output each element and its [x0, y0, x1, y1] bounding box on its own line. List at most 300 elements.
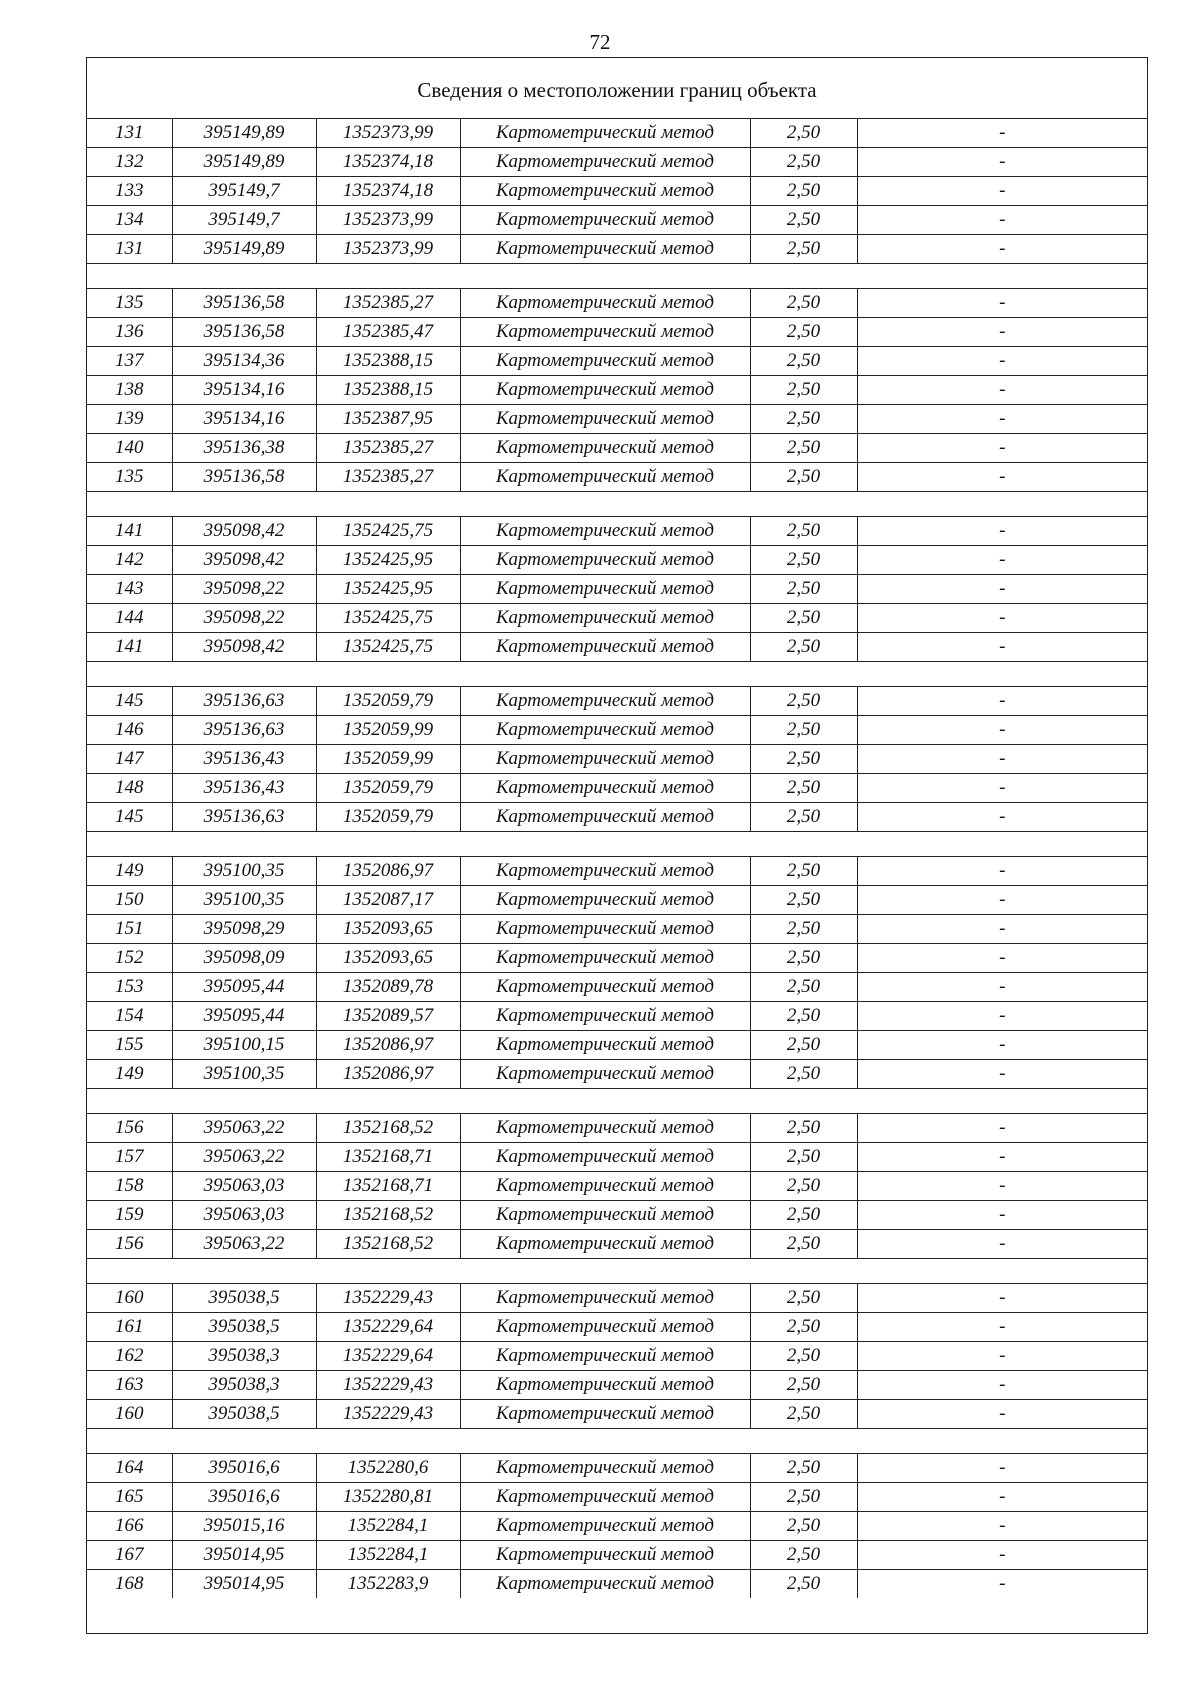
y-coordinate-cell: 1352425,95: [316, 575, 460, 604]
point-number-cell: 141: [87, 517, 172, 546]
description-cell: -: [857, 886, 1147, 915]
description-cell: -: [999, 1573, 1006, 1594]
method-cell: Картометрический метод: [460, 1454, 750, 1483]
description-cell: -: [857, 546, 1147, 575]
method-cell: Картометрический метод: [460, 1201, 750, 1230]
method-cell: Картометрический метод: [460, 857, 750, 886]
x-coordinate-cell: 395014,95: [172, 1541, 316, 1570]
accuracy-cell: 2,50: [750, 803, 857, 832]
accuracy-cell: 2,50: [750, 1031, 857, 1060]
table-row: [87, 1483, 1147, 1512]
x-coordinate-cell: 395149,7: [172, 177, 316, 206]
description-cell: -: [857, 119, 1147, 148]
table-row: [87, 687, 1147, 716]
x-coordinate-cell: 395136,43: [172, 745, 316, 774]
group-separator-cell: [87, 662, 1147, 687]
table-row: [87, 206, 1147, 235]
x-coordinate-cell: 395063,03: [172, 1172, 316, 1201]
accuracy-cell: 2,50: [750, 575, 857, 604]
description-cell: -: [857, 604, 1147, 633]
group-separator-row: [87, 1259, 1147, 1284]
description-cell: -: [857, 944, 1147, 973]
point-number-cell: 146: [87, 716, 172, 745]
method-cell: Картометрический метод: [460, 434, 750, 463]
point-number-cell: 156: [87, 1230, 172, 1259]
point-number-cell: 162: [87, 1342, 172, 1371]
table-row: [87, 177, 1147, 206]
accuracy-cell: 2,50: [750, 1172, 857, 1201]
table-row: [87, 633, 1147, 662]
point-number-cell: 152: [87, 944, 172, 973]
x-coordinate-cell: 395100,15: [172, 1031, 316, 1060]
point-number-cell: 139: [87, 405, 172, 434]
y-coordinate-cell: 1352385,27: [316, 289, 460, 318]
y-coordinate-cell: 1352280,81: [316, 1483, 460, 1512]
description-cell: -: [857, 434, 1147, 463]
table-row: [87, 915, 1147, 944]
x-coordinate-cell: 395098,22: [172, 604, 316, 633]
table-row: [87, 148, 1147, 177]
method-cell: Картометрический метод: [460, 575, 750, 604]
table-row: [87, 1570, 1147, 1599]
description-cell: -: [857, 716, 1147, 745]
description-cell: -: [857, 1201, 1147, 1230]
description-cell: -: [857, 1342, 1147, 1371]
point-number-cell: 143: [87, 575, 172, 604]
method-cell: Картометрический метод: [460, 745, 750, 774]
description-cell: -: [857, 206, 1147, 235]
accuracy-cell: 2,50: [750, 687, 857, 716]
description-cell: -: [857, 687, 1147, 716]
y-coordinate-cell: 1352284,1: [316, 1512, 460, 1541]
method-cell: Картометрический метод: [460, 347, 750, 376]
x-coordinate-cell: 395136,63: [172, 803, 316, 832]
table-row: [87, 886, 1147, 915]
x-coordinate-cell: 395149,89: [172, 119, 316, 148]
y-coordinate-cell: 1352059,99: [316, 716, 460, 745]
y-coordinate-cell: 1352059,79: [316, 774, 460, 803]
accuracy-cell: 2,50: [750, 546, 857, 575]
point-number-cell: 163: [87, 1371, 172, 1400]
accuracy-cell: 2,50: [750, 1371, 857, 1400]
x-coordinate-cell: 395015,16: [172, 1512, 316, 1541]
method-cell: Картометрический метод: [460, 604, 750, 633]
x-coordinate-cell: 395038,5: [172, 1313, 316, 1342]
point-number-cell: 153: [87, 973, 172, 1002]
accuracy-cell: 2,50: [750, 289, 857, 318]
y-coordinate-cell: 1352086,97: [316, 1060, 460, 1089]
method-cell: Картометрический метод: [460, 1400, 750, 1429]
point-number-cell: 148: [87, 774, 172, 803]
accuracy-cell: 2,50: [750, 405, 857, 434]
x-coordinate-cell: 395016,6: [172, 1454, 316, 1483]
group-separator-row: [87, 264, 1147, 289]
description-cell: -: [857, 1400, 1147, 1429]
y-coordinate-cell: 1352425,75: [316, 517, 460, 546]
x-coordinate-cell: 395038,3: [172, 1342, 316, 1371]
table-row: [87, 745, 1147, 774]
y-coordinate-cell: 1352168,71: [316, 1143, 460, 1172]
x-coordinate-cell: 395134,36: [172, 347, 316, 376]
accuracy-cell: 2,50: [750, 1060, 857, 1089]
method-cell: Картометрический метод: [460, 803, 750, 832]
y-coordinate-cell: 1352229,43: [316, 1371, 460, 1400]
y-coordinate-cell: 1352086,97: [316, 1031, 460, 1060]
y-coordinate-cell: 1352093,65: [316, 915, 460, 944]
method-cell: Картометрический метод: [460, 1570, 750, 1599]
point-number-cell: 151: [87, 915, 172, 944]
table-row: [87, 973, 1147, 1002]
point-number-cell: 160: [87, 1284, 172, 1313]
accuracy-cell: 2,50: [750, 886, 857, 915]
x-coordinate-cell: 395038,3: [172, 1371, 316, 1400]
table-row: [87, 1172, 1147, 1201]
description-cell: -: [857, 1172, 1147, 1201]
y-coordinate-cell: 1352388,15: [316, 376, 460, 405]
y-coordinate-cell: 1352086,97: [316, 857, 460, 886]
description-cell: -: [857, 774, 1147, 803]
point-number-cell: 167: [87, 1541, 172, 1570]
description-cell: -: [857, 148, 1147, 177]
point-number-cell: 161: [87, 1313, 172, 1342]
table-row: [87, 1371, 1147, 1400]
method-cell: Картометрический метод: [460, 1541, 750, 1570]
description-cell: -: [857, 1002, 1147, 1031]
y-coordinate-cell: 1352089,78: [316, 973, 460, 1002]
method-cell: Картометрический метод: [460, 1230, 750, 1259]
y-coordinate-cell: 1352425,75: [316, 604, 460, 633]
description-cell: -: [857, 517, 1147, 546]
table-row: [87, 517, 1147, 546]
x-coordinate-cell: 395149,89: [172, 235, 316, 264]
description-cell: -: [857, 235, 1147, 264]
accuracy-cell: 2,50: [750, 944, 857, 973]
point-number-cell: 160: [87, 1400, 172, 1429]
method-cell: Картометрический метод: [460, 774, 750, 803]
y-coordinate-cell: 1352089,57: [316, 1002, 460, 1031]
accuracy-cell: 2,50: [750, 148, 857, 177]
y-coordinate-cell: 1352168,52: [316, 1114, 460, 1143]
x-coordinate-cell: 395098,42: [172, 546, 316, 575]
description-cell: -: [857, 1541, 1147, 1570]
accuracy-cell: 2,50: [750, 973, 857, 1002]
x-coordinate-cell: 395095,44: [172, 973, 316, 1002]
table-row: [87, 1313, 1147, 1342]
group-separator-cell: [87, 1089, 1147, 1114]
y-coordinate-cell: 1352168,52: [316, 1230, 460, 1259]
table-row: [87, 1201, 1147, 1230]
accuracy-cell: 2,50: [750, 177, 857, 206]
method-cell: Картометрический метод: [460, 405, 750, 434]
accuracy-cell: 2,50: [750, 119, 857, 148]
table-caption: Сведения о местоположении границ объекта: [87, 58, 1147, 119]
x-coordinate-cell: 395098,29: [172, 915, 316, 944]
accuracy-cell: 2,50: [750, 1201, 857, 1230]
accuracy-cell: 2,50: [750, 1313, 857, 1342]
x-coordinate-cell: 395100,35: [172, 886, 316, 915]
method-cell: Картометрический метод: [460, 1313, 750, 1342]
point-number-cell: 138: [87, 376, 172, 405]
table-row: [87, 347, 1147, 376]
group-separator-row: [87, 1089, 1147, 1114]
point-number-cell: 144: [87, 604, 172, 633]
point-number-cell: 135: [87, 289, 172, 318]
accuracy-cell: 2,50: [750, 1284, 857, 1313]
y-coordinate-cell: 1352059,79: [316, 687, 460, 716]
x-coordinate-cell: 395100,35: [172, 1060, 316, 1089]
description-cell: -: [857, 1230, 1147, 1259]
point-number-cell: 131: [87, 119, 172, 148]
page-number: 72: [589, 30, 611, 54]
y-coordinate-cell: 1352385,27: [316, 434, 460, 463]
table-row: [87, 774, 1147, 803]
accuracy-cell: 2,50: [750, 857, 857, 886]
point-number-cell: 164: [87, 1454, 172, 1483]
method-cell: Картометрический метод: [460, 206, 750, 235]
accuracy-cell: 2,50: [750, 1342, 857, 1371]
method-cell: Картометрический метод: [460, 148, 750, 177]
y-coordinate-cell: 1352373,99: [316, 206, 460, 235]
accuracy-cell: 2,50: [750, 633, 857, 662]
point-number-cell: 131: [87, 235, 172, 264]
y-coordinate-cell: 1352425,95: [316, 546, 460, 575]
point-number-cell: 168: [87, 1570, 172, 1599]
description-cell: -: [857, 1454, 1147, 1483]
y-coordinate-cell: 1352059,99: [316, 745, 460, 774]
description-cell: -: [857, 1060, 1147, 1089]
accuracy-cell: 2,50: [750, 517, 857, 546]
table-row: [87, 944, 1147, 973]
method-cell: Картометрический метод: [460, 915, 750, 944]
description-cell: -: [857, 1512, 1147, 1541]
description-cell: -: [857, 405, 1147, 434]
table-row: [87, 716, 1147, 745]
description-cell: -: [857, 1284, 1147, 1313]
table-row: [87, 235, 1147, 264]
y-coordinate-cell: 1352093,65: [316, 944, 460, 973]
y-coordinate-cell: 1352059,79: [316, 803, 460, 832]
method-cell: Картометрический метод: [460, 716, 750, 745]
table-row: [87, 1541, 1147, 1570]
y-coordinate-cell: 1352373,99: [316, 119, 460, 148]
point-number-cell: 133: [87, 177, 172, 206]
table-row: [87, 1002, 1147, 1031]
x-coordinate-cell: 395038,5: [172, 1284, 316, 1313]
method-cell: Картометрический метод: [460, 1143, 750, 1172]
x-coordinate-cell: 395063,22: [172, 1143, 316, 1172]
x-coordinate-cell: 395136,43: [172, 774, 316, 803]
y-coordinate-cell: 1352385,27: [316, 463, 460, 492]
accuracy-cell: 2,50: [750, 1143, 857, 1172]
point-number-cell: 141: [87, 633, 172, 662]
table-row: [87, 1284, 1147, 1313]
point-number-cell: 142: [87, 546, 172, 575]
accuracy-cell: 2,50: [750, 1570, 857, 1599]
description-cell: -: [857, 915, 1147, 944]
method-cell: Картометрический метод: [460, 1342, 750, 1371]
method-cell: Картометрический метод: [460, 633, 750, 662]
group-separator-cell: [87, 1429, 1147, 1454]
description-cell: -: [857, 1114, 1147, 1143]
table-row: [87, 857, 1147, 886]
point-number-cell: 156: [87, 1114, 172, 1143]
accuracy-cell: 2,50: [750, 1230, 857, 1259]
method-cell: Картометрический метод: [460, 463, 750, 492]
point-number-cell: 145: [87, 803, 172, 832]
group-separator-row: [87, 1429, 1147, 1454]
method-cell: Картометрический метод: [460, 177, 750, 206]
method-cell: Картометрический метод: [460, 687, 750, 716]
x-coordinate-cell: 395038,5: [172, 1400, 316, 1429]
y-coordinate-cell: 1352229,43: [316, 1284, 460, 1313]
y-coordinate-cell: 1352229,64: [316, 1342, 460, 1371]
table-row: [87, 604, 1147, 633]
accuracy-cell: 2,50: [750, 774, 857, 803]
point-number-cell: 154: [87, 1002, 172, 1031]
point-number-cell: 166: [87, 1512, 172, 1541]
method-cell: Картометрический метод: [460, 1284, 750, 1313]
y-coordinate-cell: 1352283,9: [316, 1570, 460, 1599]
method-cell: Картометрический метод: [460, 517, 750, 546]
description-cell: -: [857, 1371, 1147, 1400]
x-coordinate-cell: 395098,42: [172, 517, 316, 546]
group-separator-cell: [87, 832, 1147, 857]
table-row: [87, 463, 1147, 492]
point-number-cell: 149: [87, 1060, 172, 1089]
table-row: [87, 289, 1147, 318]
method-cell: Картометрический метод: [460, 1512, 750, 1541]
description-cell: -: [857, 376, 1147, 405]
x-coordinate-cell: 395136,38: [172, 434, 316, 463]
table-row: [87, 546, 1147, 575]
x-coordinate-cell: 395016,6: [172, 1483, 316, 1512]
x-coordinate-cell: 395095,44: [172, 1002, 316, 1031]
table-row: [87, 434, 1147, 463]
point-number-cell: 157: [87, 1143, 172, 1172]
method-cell: Картометрический метод: [460, 944, 750, 973]
y-coordinate-cell: 1352374,18: [316, 148, 460, 177]
x-coordinate-cell: 395014,95: [172, 1570, 316, 1599]
description-cell: -: [857, 1313, 1147, 1342]
x-coordinate-cell: 395136,58: [172, 289, 316, 318]
method-cell: Картометрический метод: [460, 973, 750, 1002]
y-coordinate-cell: 1352385,47: [316, 318, 460, 347]
method-cell: Картометрический метод: [460, 1483, 750, 1512]
method-cell: Картометрический метод: [460, 1114, 750, 1143]
table-row: [87, 1342, 1147, 1371]
description-cell: -: [857, 1483, 1147, 1512]
point-number-cell: 165: [87, 1483, 172, 1512]
table-row: [87, 1031, 1147, 1060]
accuracy-cell: 2,50: [750, 915, 857, 944]
method-cell: Картометрический метод: [460, 1031, 750, 1060]
x-coordinate-cell: 395134,16: [172, 376, 316, 405]
point-number-cell: 136: [87, 318, 172, 347]
table-row: [87, 1230, 1147, 1259]
y-coordinate-cell: 1352284,1: [316, 1541, 460, 1570]
y-coordinate-cell: 1352425,75: [316, 633, 460, 662]
accuracy-cell: 2,50: [750, 1454, 857, 1483]
accuracy-cell: 2,50: [750, 347, 857, 376]
group-separator-row: [87, 492, 1147, 517]
method-cell: Картометрический метод: [460, 546, 750, 575]
method-cell: Картометрический метод: [460, 235, 750, 264]
point-number-cell: 147: [87, 745, 172, 774]
group-separator-cell: [87, 1259, 1147, 1284]
y-coordinate-cell: 1352087,17: [316, 886, 460, 915]
x-coordinate-cell: 395098,42: [172, 633, 316, 662]
x-coordinate-cell: 395098,09: [172, 944, 316, 973]
accuracy-cell: 2,50: [750, 745, 857, 774]
table-row: [87, 119, 1147, 148]
accuracy-cell: 2,50: [750, 434, 857, 463]
y-coordinate-cell: 1352374,18: [316, 177, 460, 206]
method-cell: Картометрический метод: [460, 318, 750, 347]
table-row: [87, 376, 1147, 405]
y-coordinate-cell: 1352229,43: [316, 1400, 460, 1429]
description-cell: -: [857, 318, 1147, 347]
table-row: [87, 1454, 1147, 1483]
point-number-cell: 134: [87, 206, 172, 235]
description-cell: -: [857, 347, 1147, 376]
method-cell: Картометрический метод: [460, 1371, 750, 1400]
accuracy-cell: 2,50: [750, 1512, 857, 1541]
table-row: [87, 803, 1147, 832]
x-coordinate-cell: 395063,22: [172, 1114, 316, 1143]
y-coordinate-cell: 1352387,95: [316, 405, 460, 434]
x-coordinate-cell: 395149,7: [172, 206, 316, 235]
description-cell: -: [857, 1143, 1147, 1172]
description-cell: -: [857, 289, 1147, 318]
point-number-cell: 145: [87, 687, 172, 716]
coordinates-table: [87, 119, 1147, 1598]
x-coordinate-cell: 395136,63: [172, 687, 316, 716]
point-number-cell: 159: [87, 1201, 172, 1230]
point-number-cell: 149: [87, 857, 172, 886]
y-coordinate-cell: 1352168,71: [316, 1172, 460, 1201]
description-cell: -: [857, 463, 1147, 492]
table-row: [87, 1060, 1147, 1089]
table-row: [87, 575, 1147, 604]
point-number-cell: 158: [87, 1172, 172, 1201]
point-number-cell: 132: [87, 148, 172, 177]
y-coordinate-cell: 1352280,6: [316, 1454, 460, 1483]
accuracy-cell: 2,50: [750, 235, 857, 264]
description-cell: -: [857, 177, 1147, 206]
point-number-cell: 137: [87, 347, 172, 376]
method-cell: Картометрический метод: [460, 289, 750, 318]
group-separator-cell: [87, 492, 1147, 517]
x-coordinate-cell: 395100,35: [172, 857, 316, 886]
accuracy-cell: 2,50: [750, 716, 857, 745]
x-coordinate-cell: 395136,58: [172, 463, 316, 492]
x-coordinate-cell: 395063,03: [172, 1201, 316, 1230]
accuracy-cell: 2,50: [750, 1002, 857, 1031]
description-cell: -: [857, 803, 1147, 832]
accuracy-cell: 2,50: [750, 1483, 857, 1512]
x-coordinate-cell: 395134,16: [172, 405, 316, 434]
boundary-table-frame: [86, 57, 1148, 1634]
table-row: [87, 318, 1147, 347]
method-cell: Картометрический метод: [460, 376, 750, 405]
y-coordinate-cell: 1352168,52: [316, 1201, 460, 1230]
coordinates-table-body: [87, 119, 1147, 1598]
table-row: [87, 1114, 1147, 1143]
x-coordinate-cell: 395098,22: [172, 575, 316, 604]
method-cell: Картометрический метод: [460, 1060, 750, 1089]
accuracy-cell: 2,50: [750, 206, 857, 235]
method-cell: Картометрический метод: [460, 119, 750, 148]
